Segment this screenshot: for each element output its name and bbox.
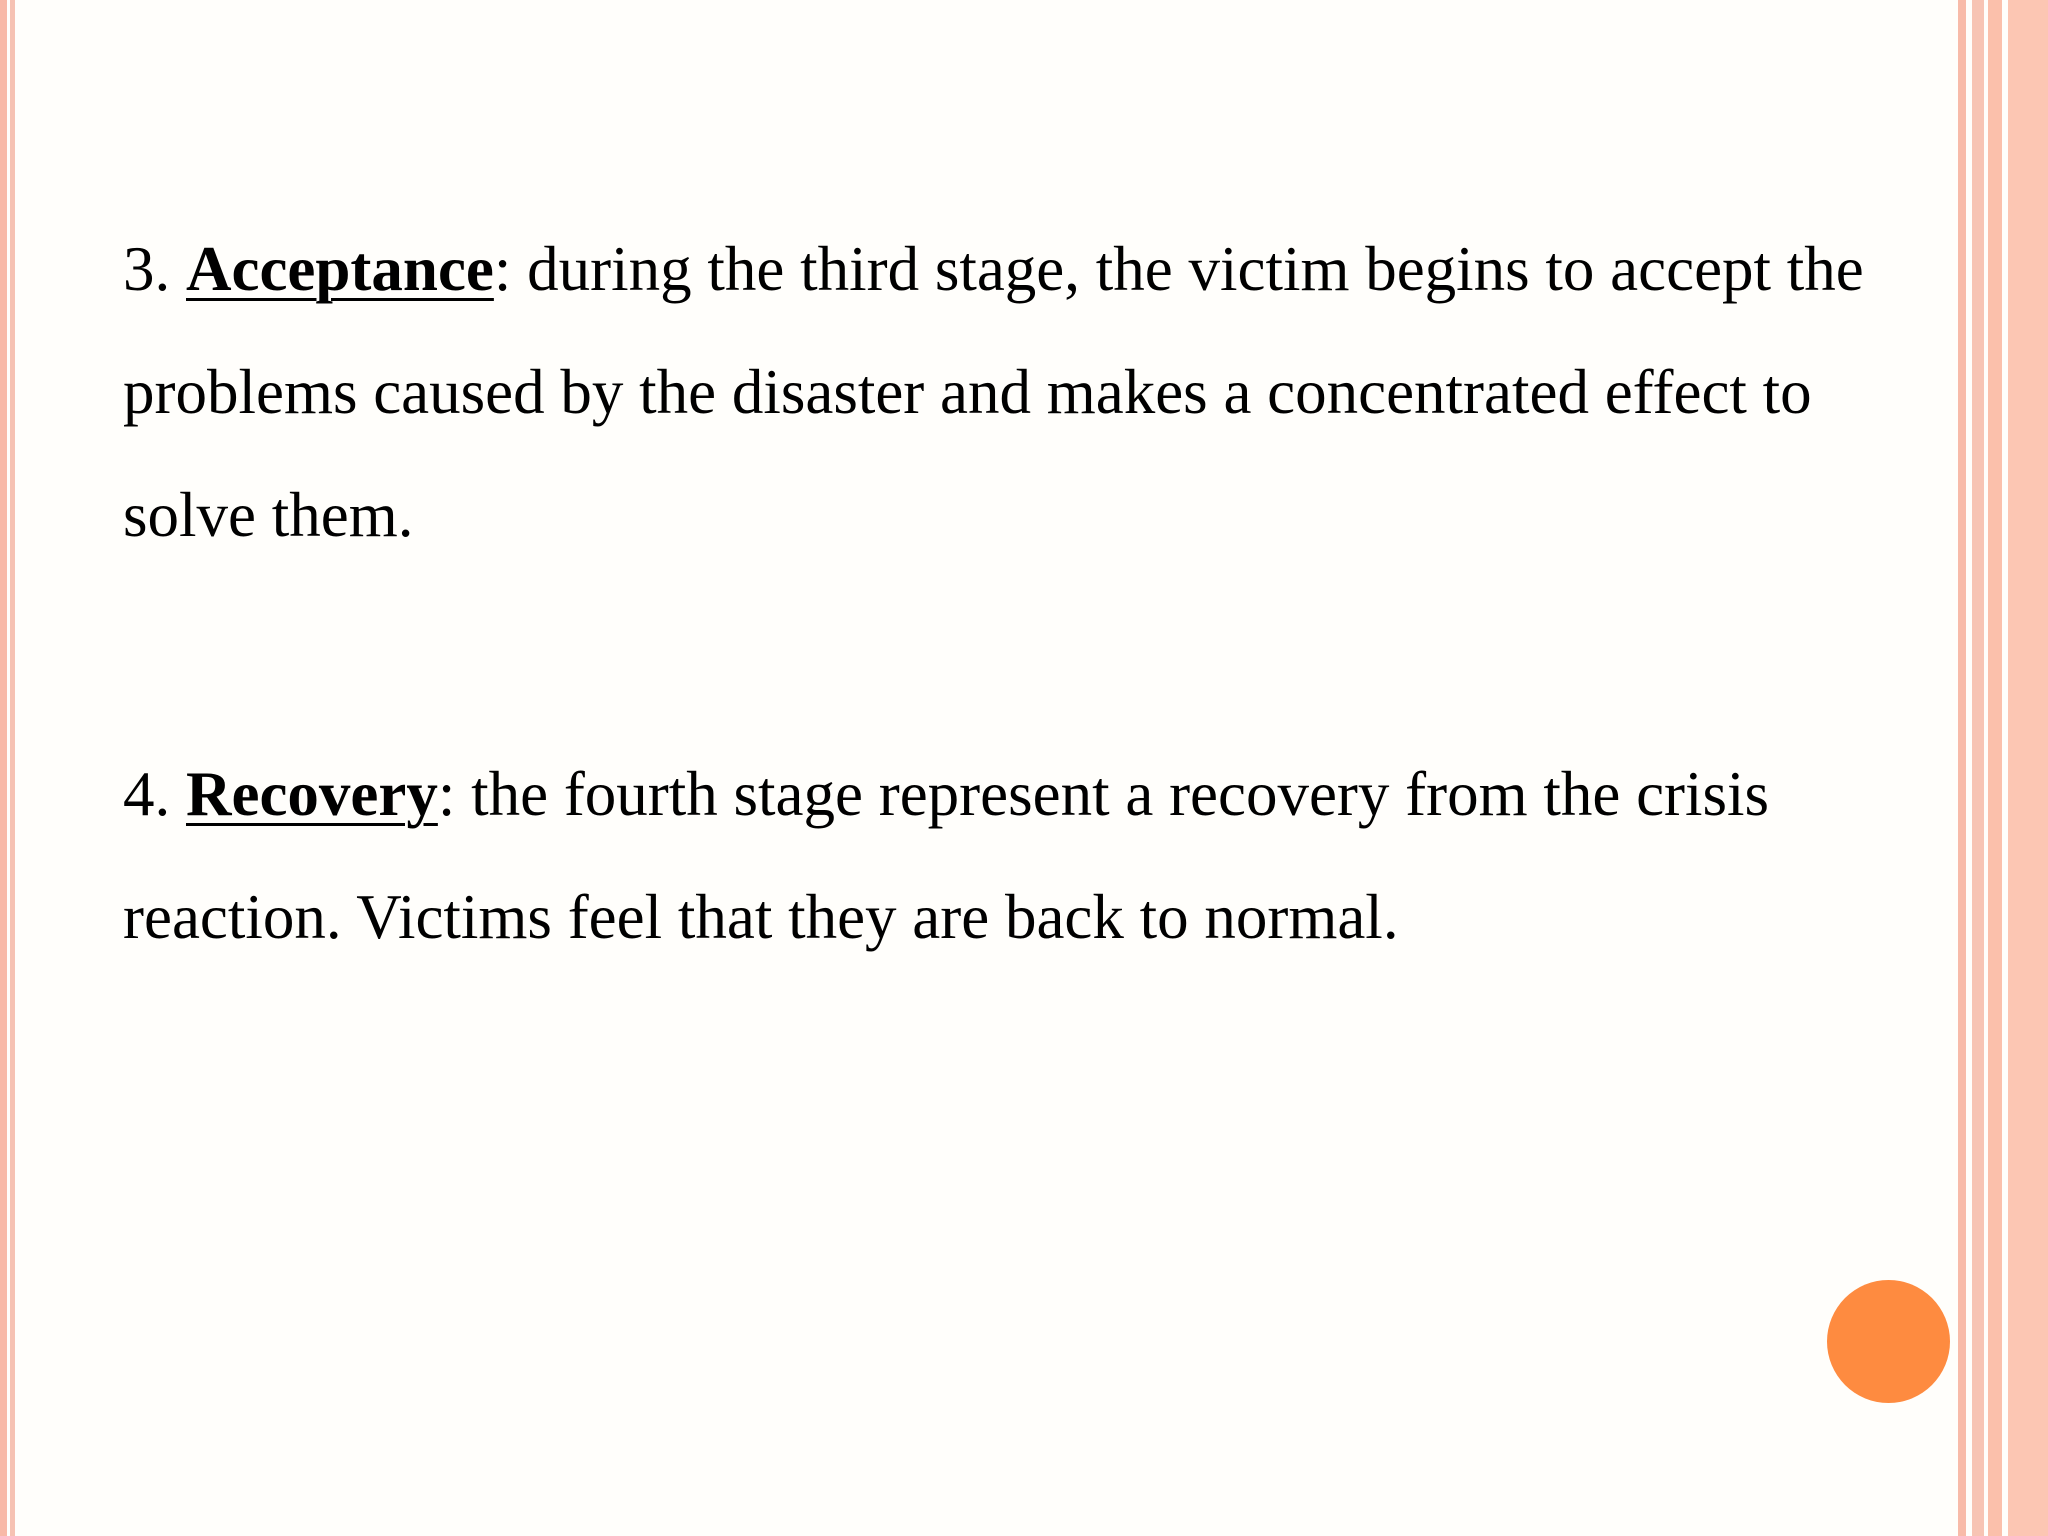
stage-term: Acceptance: [186, 234, 494, 304]
left-border-stripe-inner: [10, 0, 15, 1536]
right-border-stripe: [2008, 0, 2048, 1536]
item-number: 4.: [123, 759, 186, 829]
stage-description: : the fourth stage represent a recovery from the crisis reaction. Victims feel that they are back to normal.: [123, 759, 1770, 952]
stage-description: : during the third stage, the victim begins to accept the problems caused by the disaster and makes a concentrated effect to solve them.: [123, 234, 1864, 550]
slide-body: [123, 208, 1923, 979]
decorative-orange-circle: [1827, 1280, 1950, 1403]
right-border-stripe: [1972, 0, 1984, 1536]
item-number: 3.: [123, 234, 186, 304]
left-border-stripe: [0, 0, 7, 1536]
stage-paragraph-recovery: [123, 733, 1923, 979]
right-border-stripe: [1988, 0, 2002, 1536]
right-border-stripe: [1958, 0, 1966, 1536]
stage-term: Recovery: [186, 759, 438, 829]
stage-paragraph-acceptance: [123, 208, 1923, 577]
